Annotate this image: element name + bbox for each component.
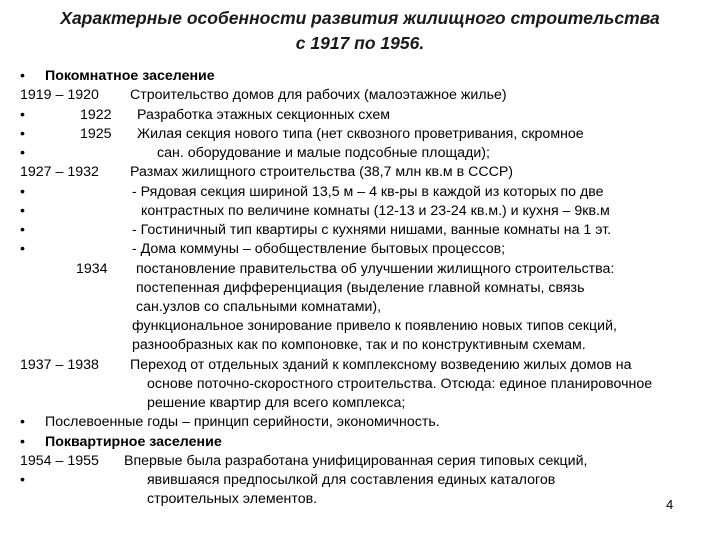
bullet: •	[20, 184, 25, 200]
body-text-line: постепенная дифференциация (выделение главной комнаты, связь	[136, 280, 585, 296]
body-text-line: решение квартир для всего комплекса;	[147, 395, 406, 411]
bullet: •	[20, 68, 25, 84]
body-text-line: основе поточно-скоростного строительства. Отсюда: единое планировочное	[147, 376, 653, 392]
slide-title-line-1: Характерные особенности развития жилищного строительства	[60, 8, 660, 28]
body-text-line: 1927 – 1932	[20, 164, 99, 180]
bullet: •	[20, 107, 25, 123]
body-text-line: 1922	[80, 107, 112, 123]
body-text-line: Переход от отдельных зданий к комплексному возведению жилых домов на	[130, 357, 632, 373]
body-text-line: строительных элементов.	[147, 491, 318, 507]
body-text-line: явившаяся предпосылкой для составления единых каталогов	[147, 472, 556, 488]
body-text-line: Разработка этажных секционных схем	[137, 107, 390, 123]
body-text-line: - Гостиничный тип квартиры с кухнями нишами, ванные комнаты на 1 эт.	[132, 222, 612, 238]
body-text-line: - Рядовая секция шириной 13,5 м – 4 кв-ры в каждой из которых по две	[132, 184, 604, 200]
body-text-line: Жилая секция нового типа (нет сквозного проветривания, скромное	[137, 126, 584, 142]
bullet: •	[20, 434, 25, 450]
body-text-line: постановление правительства об улучшении жилищного строительства:	[136, 261, 615, 277]
body-text-line: - Дома коммуны – обобществление бытовых процессов;	[132, 241, 506, 257]
body-text-line: Впервые была разработана унифицированная серия типовых секций,	[124, 453, 588, 469]
body-text-line: 1934	[76, 261, 108, 277]
body-text-line: 1954 – 1955	[20, 453, 99, 469]
body-text-line: 1937 – 1938	[20, 357, 99, 373]
body-text-line: Покомнатное заселение	[45, 68, 215, 84]
bullet: •	[20, 222, 25, 238]
body-text-line: Поквартирное заселение	[45, 434, 222, 450]
body-text-line: 1919 – 1920	[20, 87, 99, 103]
page-number: 4	[666, 497, 674, 512]
bullet: •	[20, 414, 25, 430]
bullet: •	[20, 145, 25, 161]
body-text-line: сан.узлов со спальными комнатами),	[136, 299, 382, 315]
bullet: •	[20, 241, 25, 257]
body-text-line: Строительство домов для рабочих (малоэтажное жилье)	[130, 87, 507, 103]
body-text-line: Размах жилищного строительства (38,7 млн кв.м в СССР)	[130, 164, 514, 180]
body-text-line: функциональное зонирование привело к появлению новых типов секций,	[132, 318, 617, 334]
body-text-line: сан. оборудование и малые подсобные площади);	[157, 145, 490, 161]
body-text-line: 1925	[80, 126, 112, 142]
slide-title-line-2: с 1917 по 1956.	[295, 33, 425, 53]
bullet: •	[20, 126, 25, 142]
bullet: •	[20, 472, 25, 488]
bullet: •	[20, 203, 25, 219]
body-text-line: Послевоенные годы – принцип серийности, экономичность.	[45, 414, 440, 430]
body-text-line: контрастных по величине комнаты (12-13 и 23-24 кв.м.) и кухня – 9кв.м	[141, 203, 610, 219]
body-text-line: разнообразных как по компоновке, так и по конструктивным схемам.	[132, 337, 586, 353]
